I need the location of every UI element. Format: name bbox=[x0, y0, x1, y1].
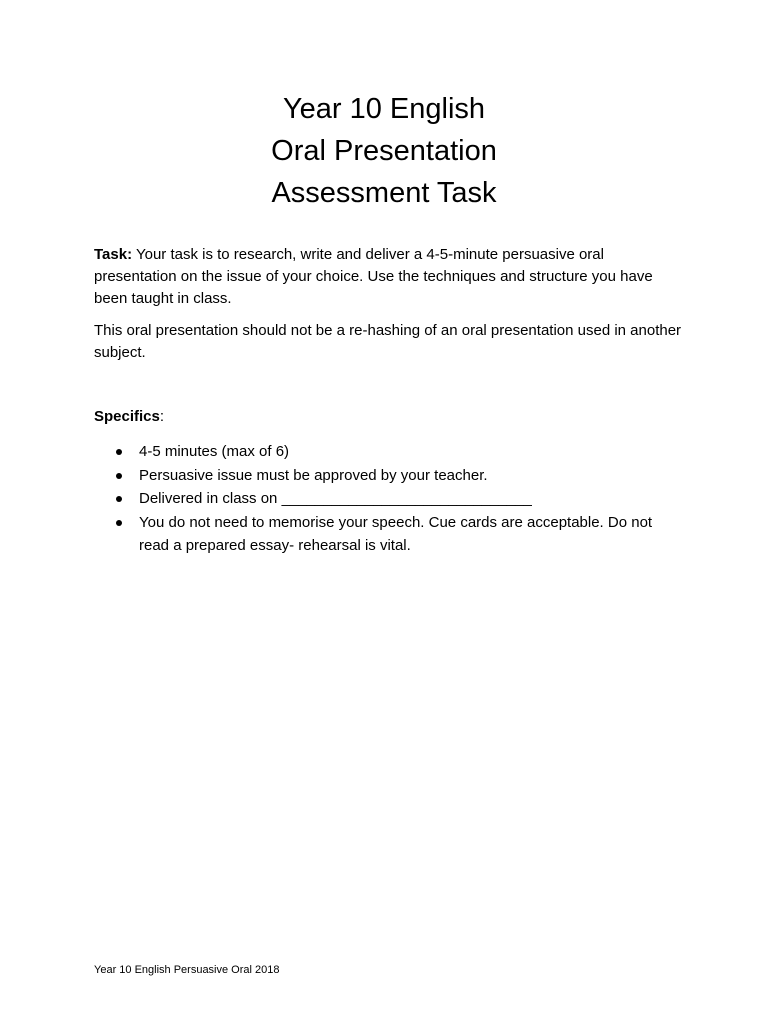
list-item bbox=[94, 511, 684, 558]
task-paragraph bbox=[94, 244, 684, 310]
page-footer: Year 10 English Persuasive Oral 2018 bbox=[94, 964, 280, 976]
list-item-text: Delivered in class on ______________________________ bbox=[139, 490, 532, 507]
bullet-icon bbox=[116, 520, 122, 526]
page-title bbox=[0, 88, 768, 214]
task-label: Task: bbox=[94, 246, 133, 263]
specifics-colon: : bbox=[159, 408, 165, 425]
note-paragraph: This oral presentation should not be a re-hashing of an oral presentation used in another subject. bbox=[94, 322, 682, 361]
list-item bbox=[94, 440, 684, 464]
title-line-1: Year 10 English bbox=[282, 93, 486, 125]
bullet-icon bbox=[116, 473, 122, 479]
specifics-heading bbox=[94, 406, 684, 428]
list-item bbox=[94, 464, 684, 488]
list-item-text: 4-5 minutes (max of 6) bbox=[139, 443, 290, 460]
list-item bbox=[94, 487, 684, 511]
specifics-list bbox=[94, 440, 684, 558]
bullet-icon bbox=[116, 449, 122, 455]
list-item-text: You do not need to memorise your speech. Cue cards are acceptable. Do not read a prepared essay- rehearsal is vital. bbox=[139, 513, 653, 554]
task-text: Your task is to research, write and deliver a 4-5-minute persuasive oral presentation on the issue of your choice. Use the techniques and structure you have been taught in class. bbox=[94, 246, 653, 307]
title-line-2: Oral Presentation bbox=[271, 135, 497, 167]
specifics-label: Specifics bbox=[94, 408, 160, 425]
title-line-3: Assessment Task bbox=[271, 177, 497, 209]
list-item-text: Persuasive issue must be approved by your teacher. bbox=[139, 466, 488, 484]
bullet-icon bbox=[116, 496, 122, 502]
